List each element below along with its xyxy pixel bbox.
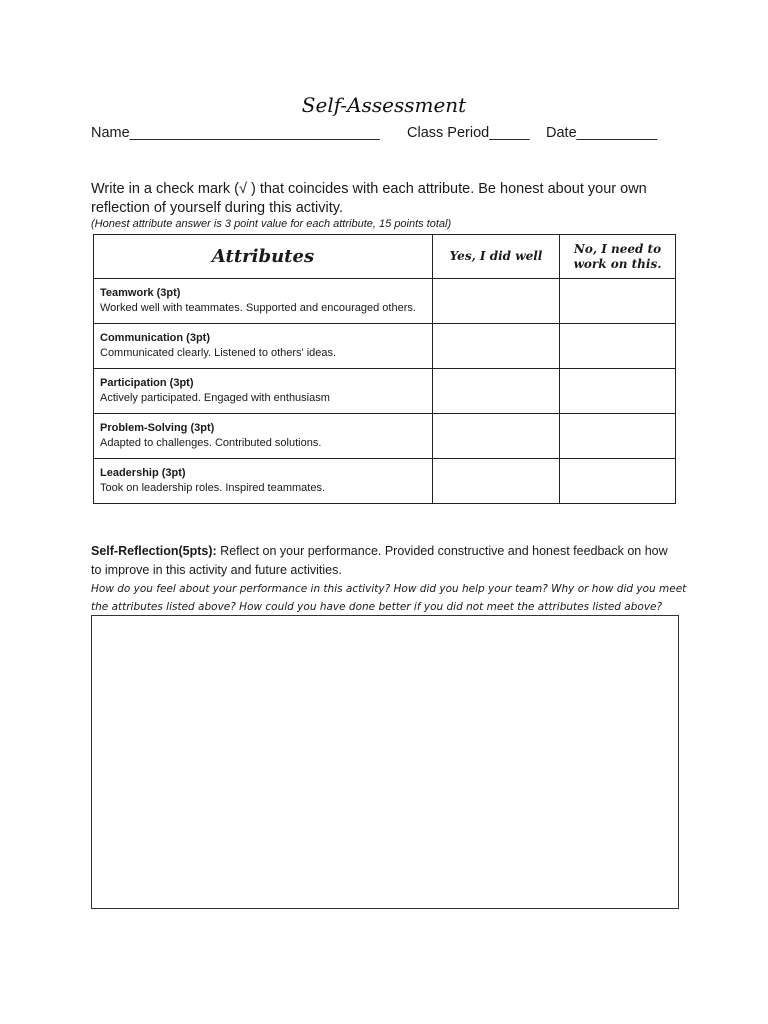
class-period-field[interactable]: Class Period_____ bbox=[407, 125, 530, 141]
no-checkbox-cell[interactable] bbox=[560, 459, 676, 504]
yes-checkbox-cell[interactable] bbox=[433, 414, 560, 459]
reflection-heading bbox=[91, 542, 681, 580]
date-field[interactable]: Date__________ bbox=[546, 125, 658, 141]
attribute-title: Participation (3pt) bbox=[100, 377, 194, 389]
attribute-description: Took on leadership roles. Inspired teammates. bbox=[100, 482, 326, 494]
table-row bbox=[94, 279, 676, 324]
no-checkbox-cell[interactable] bbox=[560, 279, 676, 324]
attribute-description: Actively participated. Engaged with enthusiasm bbox=[100, 392, 330, 404]
attribute-description: Communicated clearly. Listened to others' ideas. bbox=[100, 347, 337, 359]
header-attributes: Attributes bbox=[94, 235, 433, 279]
attribute-cell bbox=[94, 414, 433, 459]
reflection-label: Self-Reflection(5pts): bbox=[91, 544, 217, 558]
attribute-cell bbox=[94, 279, 433, 324]
instructions-text: Write in a check mark (√ ) that coincides with each attribute. Be honest about your own reflection of yourself during this activity. bbox=[91, 181, 647, 216]
table-row bbox=[94, 414, 676, 459]
header-no: No, I need to work on this. bbox=[560, 235, 676, 279]
attribute-cell bbox=[94, 369, 433, 414]
name-field[interactable]: Name_______________________________ bbox=[91, 125, 380, 141]
yes-checkbox-cell[interactable] bbox=[433, 324, 560, 369]
table-row bbox=[94, 459, 676, 504]
yes-checkbox-cell[interactable] bbox=[433, 279, 560, 324]
yes-checkbox-cell[interactable] bbox=[433, 369, 560, 414]
no-checkbox-cell[interactable] bbox=[560, 369, 676, 414]
table-row bbox=[94, 369, 676, 414]
page-title: Self-Assessment bbox=[301, 93, 467, 117]
attribute-title: Communication (3pt) bbox=[100, 332, 210, 344]
attribute-title: Teamwork (3pt) bbox=[100, 287, 181, 299]
attributes-table bbox=[93, 234, 676, 504]
reflection-text: Reflect on your performance. Provided constructive and honest feedback on how to improve in this activity and future activities. bbox=[91, 544, 668, 577]
table-header-row bbox=[94, 235, 676, 279]
header-yes: Yes, I did well bbox=[433, 235, 560, 279]
attribute-description: Adapted to challenges. Contributed solutions. bbox=[100, 437, 322, 449]
table-row bbox=[94, 324, 676, 369]
attribute-title: Leadership (3pt) bbox=[100, 467, 186, 479]
attribute-title: Problem-Solving (3pt) bbox=[100, 422, 215, 434]
no-checkbox-cell[interactable] bbox=[560, 414, 676, 459]
points-note: (Honest attribute answer is 3 point value for each attribute, 15 points total) bbox=[91, 218, 452, 230]
no-checkbox-cell[interactable] bbox=[560, 324, 676, 369]
attribute-description: Worked well with teammates. Supported and encouraged others. bbox=[100, 302, 416, 314]
attribute-cell bbox=[94, 324, 433, 369]
reflection-prompt: How do you feel about your performance in this activity? How did you help your team? Why or how did you meet the attributes listed above? How could you have done better if you did not meet the attributes listed above? bbox=[91, 583, 687, 613]
attribute-cell bbox=[94, 459, 433, 504]
yes-checkbox-cell[interactable] bbox=[433, 459, 560, 504]
reflection-answer-box[interactable] bbox=[91, 615, 679, 909]
